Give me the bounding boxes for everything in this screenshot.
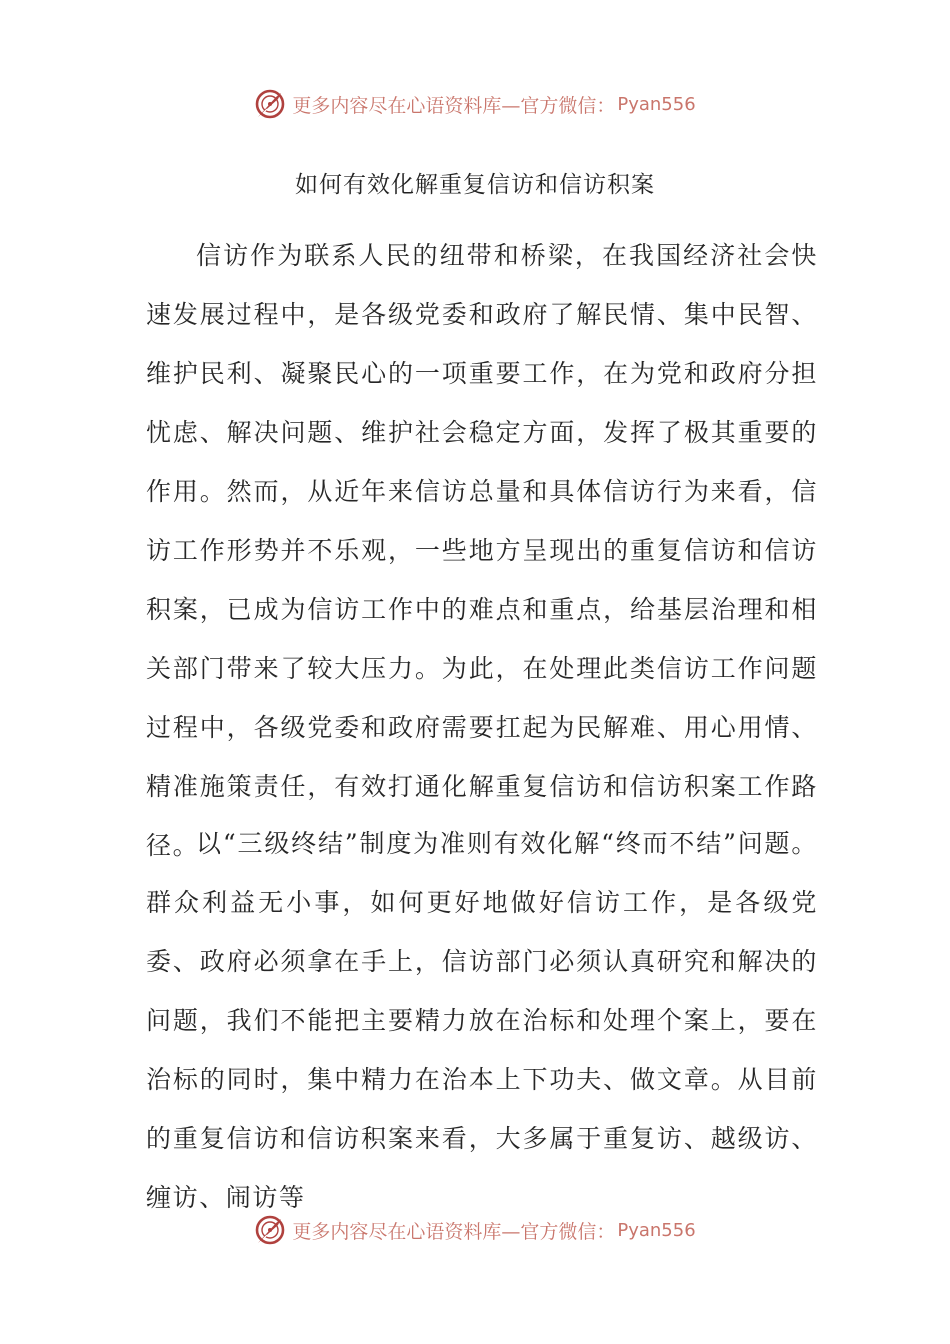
header-watermark-banner xyxy=(0,84,950,124)
footer-watermark-banner xyxy=(0,1210,950,1250)
watermark-text: 更多内容尽在心语资料库—官方微信： xyxy=(292,1220,616,1243)
wechat-id: Pyan556 xyxy=(617,93,696,115)
document-title: 如何有效化解重复信访和信访积案 xyxy=(295,172,655,198)
paragraph-2: 以“三级终结”制度为准则有效化解“终而不结”问题。群众利益无小事，如何更好地做好信访工作，是各级党委、政府必须拿在手上，信访部门必须认真研究和解决的问题，我们不能把主要精力放在治标和处理个案上，要在治标的同时，集中精力在治本上下功夫、做文章。从目前的重复信访和信访积案来看，大多属于重复访、越级访、缠访、闹访等 xyxy=(146,829,818,1212)
wechat-id: Pyan556 xyxy=(617,1219,696,1241)
pen-nib-logo-icon xyxy=(254,1213,288,1247)
watermark-text: 更多内容尽在心语资料库—官方微信： xyxy=(292,94,616,117)
pen-nib-logo-icon xyxy=(254,87,288,121)
paragraph-1: 信访作为联系人民的纽带和桥梁，在我国经济社会快速发展过程中，是各级党委和政府了解民情、集中民智、维护民利、凝聚民心的一项重要工作，在为党和政府分担忧虑、解决问题、维护社会稳定方面，发挥了极其重要的作用。然而，从近年来信访总量和具体信访行为来看，信访工作形势并不乐观，一些地方呈现出的重复信访和信访积案，已成为信访工作中的难点和重点，给基层治理和相关部门带来了较大压力。为此，在处理此类信访工作问题过程中，各级党委和政府需要扛起为民解难、用心用情、精准施策责任，有效打通化解重复信访和信访积案工作路径。 xyxy=(146,241,818,860)
